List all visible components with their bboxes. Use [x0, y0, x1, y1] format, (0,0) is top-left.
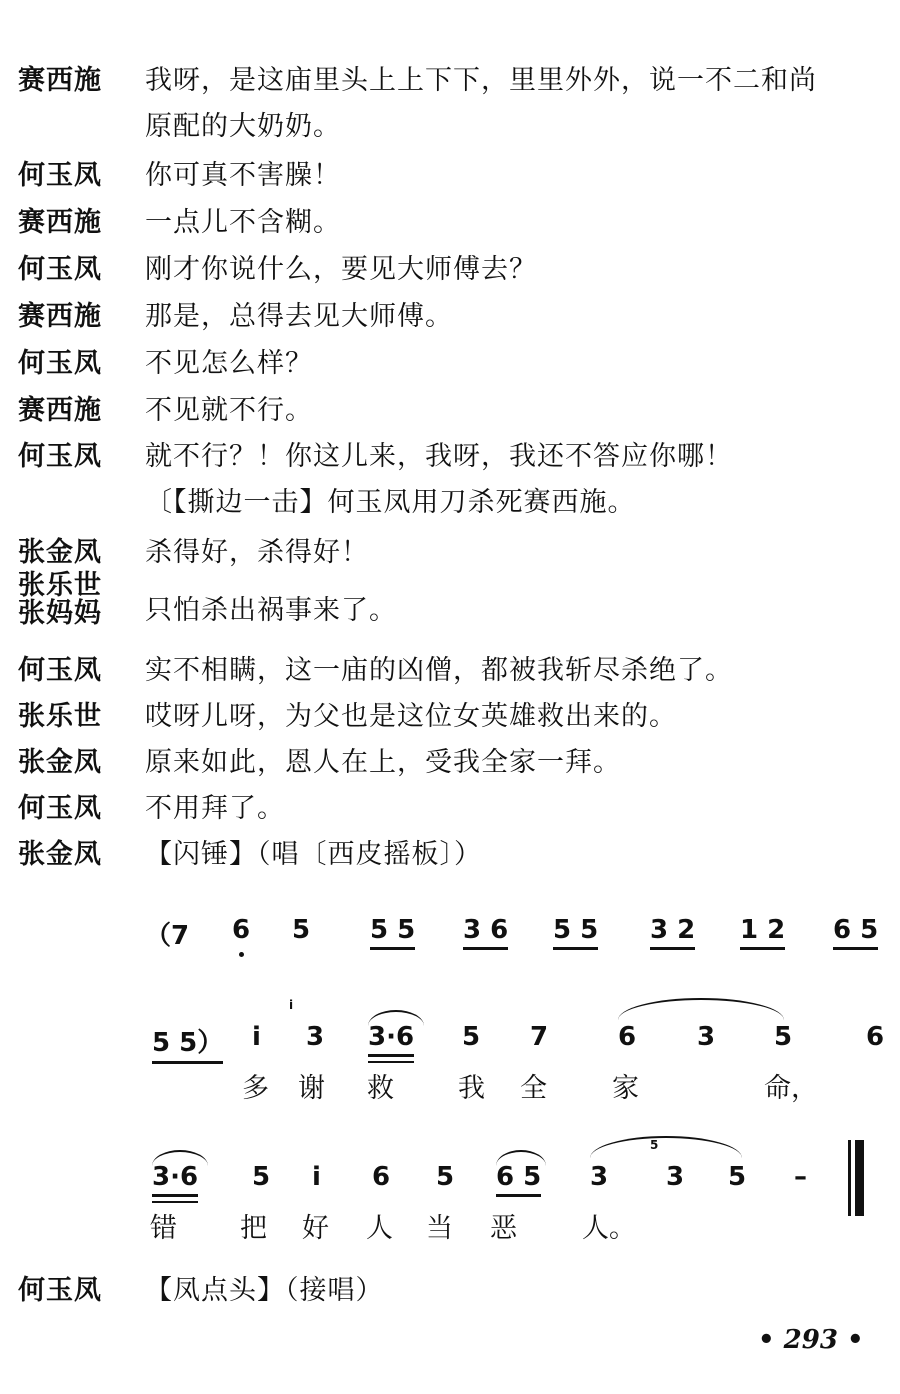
line-text: 杀得好，杀得好！ — [145, 537, 369, 568]
note: 6 — [866, 1022, 885, 1052]
speaker: 何玉凤 — [18, 793, 102, 824]
speaker: 何玉凤 — [18, 655, 102, 686]
line-text: 那是，总得去见大师傅。 — [145, 301, 453, 332]
note: 5 5） — [152, 1022, 223, 1064]
speaker: 何玉凤 — [18, 1275, 102, 1306]
lyric: 人 — [366, 1213, 393, 1244]
speaker: 赛西施 — [18, 65, 102, 96]
lyrics-row — [0, 1066, 900, 1126]
lyric: 把 — [240, 1213, 267, 1244]
note: i — [252, 1022, 261, 1052]
stage-direction-text: 〔【撕边一击】何玉凤用刀杀死赛西施。 — [145, 487, 636, 518]
speaker: 何玉凤 — [18, 254, 102, 285]
note: 5 — [252, 1162, 271, 1192]
note: 5 5 — [553, 915, 598, 950]
lyrics-row — [0, 1206, 900, 1266]
line-text: 哎呀儿呀，为父也是这位女英雄救出来的。 — [145, 701, 677, 732]
line-text: 【凤点头】（接唱） — [145, 1275, 384, 1306]
lyric: 谢 — [298, 1073, 325, 1104]
line-text: 【闪锤】（唱〔西皮摇板〕） — [145, 839, 482, 870]
note: 1 2 — [740, 915, 785, 950]
barline-thin — [848, 1140, 851, 1216]
line-text: 只怕杀出祸事来了。 — [145, 595, 397, 626]
lyric: 当 — [426, 1213, 453, 1244]
note: – — [794, 1162, 807, 1192]
slur — [618, 998, 784, 1020]
barline-thick — [855, 1140, 864, 1216]
speaker: 张金凤 — [18, 747, 102, 778]
note: 6 5 — [833, 915, 878, 950]
grace-note: 5 — [650, 1138, 659, 1152]
note: 3·6 — [152, 1162, 198, 1197]
score-row — [0, 915, 900, 975]
line-text: 实不相瞒，这一庙的凶僧，都被我斩尽杀绝了。 — [145, 655, 733, 686]
note: 5 — [292, 915, 311, 945]
speaker: 张金凤 — [18, 537, 102, 568]
note: 3 — [590, 1162, 609, 1192]
note: 3 6 — [463, 915, 508, 950]
line-text: 我呀，是这庙里头上上下下，里里外外，说一不二和尚 — [145, 65, 817, 96]
line-text: 你可真不害臊！ — [145, 160, 341, 191]
line-text: 不见就不行。 — [145, 395, 313, 426]
speaker: 何玉凤 — [18, 441, 102, 472]
speaker: 赛西施 — [18, 395, 102, 426]
line-text: 不用拜了。 — [145, 793, 285, 824]
line-text: 原来如此，恩人在上，受我全家一拜。 — [145, 747, 621, 778]
line-text: 刚才你说什么，要见大师傅去？ — [145, 254, 537, 285]
note: 3 2 — [650, 915, 695, 950]
speaker-second: 张妈妈 — [18, 598, 102, 629]
note: 6 — [232, 915, 251, 945]
note: 5 — [728, 1162, 747, 1192]
note: 3 — [697, 1022, 716, 1052]
lyric: 人。 — [582, 1213, 636, 1244]
lyric: 好 — [302, 1213, 329, 1244]
note: 7 — [530, 1022, 549, 1052]
lyric: 救 — [367, 1073, 394, 1104]
note: 5 — [462, 1022, 481, 1052]
note: 6 — [618, 1022, 637, 1052]
speaker: 赛西施 — [18, 301, 102, 332]
lyric: 多 — [242, 1073, 269, 1104]
note: 6 — [372, 1162, 391, 1192]
speaker: 张乐世 — [18, 570, 102, 601]
note: i — [312, 1162, 321, 1192]
lyric: 恶 — [490, 1213, 517, 1244]
page-number: • 293 • — [758, 1325, 864, 1355]
note: 5 — [436, 1162, 455, 1192]
lyric: 错 — [150, 1213, 177, 1244]
speaker: 张乐世 — [18, 701, 102, 732]
note: （7 — [145, 921, 190, 951]
note: 3 — [666, 1162, 685, 1192]
lyric: 命， — [764, 1073, 818, 1104]
line-text: 不见怎么样？ — [145, 348, 313, 379]
speaker: 赛西施 — [18, 207, 102, 238]
slur — [590, 1136, 742, 1158]
line-text: 就不行？！你这儿来，我呀，我还不答应你哪！ — [145, 441, 733, 472]
note: 6 5 — [496, 1162, 541, 1197]
lyric: 我 — [458, 1073, 485, 1104]
note: 3 — [306, 1022, 325, 1052]
speaker: 何玉凤 — [18, 160, 102, 191]
lyric: 全 — [520, 1073, 547, 1104]
note: 5 5 — [370, 915, 415, 950]
line-text: 原配的大奶奶。 — [145, 111, 341, 142]
speaker: 张金凤 — [18, 839, 102, 870]
grace-note: i — [289, 998, 294, 1012]
lyric: 家 — [612, 1073, 639, 1104]
speaker: 何玉凤 — [18, 348, 102, 379]
note: 3·6 — [368, 1022, 414, 1057]
note: 5 — [774, 1022, 793, 1052]
line-text: 一点儿不含糊。 — [145, 207, 341, 238]
